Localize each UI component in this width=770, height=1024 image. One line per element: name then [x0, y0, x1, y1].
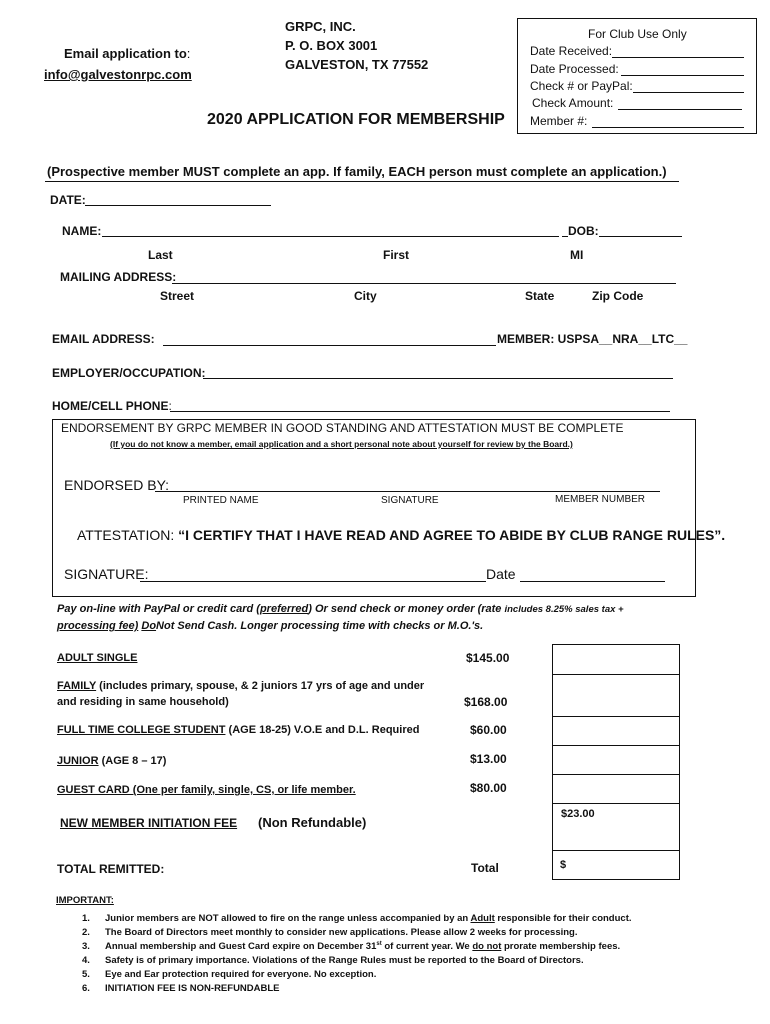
check-paypal-label: Check # or PayPal: — [530, 79, 633, 93]
date-processed-line[interactable] — [621, 75, 744, 76]
zip-caption: Zip Code — [592, 289, 644, 303]
fee-adult-single: ADULT SINGLE — [57, 652, 138, 664]
important-item-1: Junior members are NOT allowed to fire on the range unless accompanied by an Adult responsible for their conduct. — [105, 913, 632, 924]
box-total-value: $ — [560, 859, 567, 871]
state-caption: State — [525, 289, 555, 303]
important-item-4: Safety is of primary importance. Violations of the Range Rules must be reported to the Board of Directors. — [105, 955, 584, 966]
initiation-nonrefundable: (Non Refundable) — [258, 815, 367, 830]
page-title: 2020 APPLICATION FOR MEMBERSHIP — [207, 111, 505, 128]
employer-line[interactable] — [203, 378, 673, 379]
dob-line[interactable] — [599, 236, 682, 237]
first-caption: First — [383, 248, 410, 262]
endorsed-by-line[interactable] — [155, 491, 660, 492]
important-item-2-num: 2. — [82, 927, 90, 938]
signature-line[interactable] — [140, 581, 486, 582]
mi-caption: MI — [570, 248, 584, 262]
sign-date-line[interactable] — [520, 581, 665, 582]
date-received-line[interactable] — [612, 57, 744, 58]
sign-date-label: Date — [486, 566, 516, 582]
fee-family: FAMILY (includes primary, spouse, & 2 juniors 17 yrs of age and under — [57, 680, 425, 692]
member-no-line[interactable] — [592, 127, 744, 128]
important-item-1-num: 1. — [82, 913, 90, 924]
important-item-2: The Board of Directors meet monthly to consider new applications. Please allow 2 weeks for processing. — [105, 927, 578, 938]
fee-college: FULL TIME COLLEGE STUDENT (AGE 18-25) V.O.E and D.L. Required — [57, 724, 420, 736]
signature-label: SIGNATURE: — [64, 566, 149, 582]
important-heading: IMPORTANT: — [56, 895, 114, 906]
member-no-label: Member #: — [530, 114, 588, 128]
name-label: NAME: — [62, 224, 102, 238]
email-link[interactable]: info@galvestonrpc.com — [44, 67, 192, 82]
important-item-3: Annual membership and Guest Card expire on December 31st of current year. We do not prorate membership fees. — [105, 941, 621, 953]
date-received-label: Date Received: — [530, 44, 613, 58]
important-item-5: Eye and Ear protection required for everyone. No exception. — [105, 969, 377, 980]
club-use-box — [517, 18, 757, 134]
notice-underline — [45, 181, 679, 182]
check-amount-label: Check Amount: — [532, 96, 614, 110]
check-amount-line[interactable] — [618, 109, 742, 110]
important-item-6: INITIATION FEE IS NON-REFUNDABLE — [105, 983, 280, 994]
fee-guest: GUEST CARD (One per family, single, CS, or life member. — [57, 784, 356, 796]
signature-caption: SIGNATURE — [381, 495, 439, 506]
important-item-6-num: 6. — [82, 983, 90, 994]
date-processed-label: Date Processed: — [530, 62, 619, 76]
notice-text: (Prospective member MUST complete an app. If family, EACH person must complete an application.) — [47, 164, 667, 179]
email-address-line[interactable] — [163, 345, 496, 346]
last-caption: Last — [148, 248, 173, 262]
phone-line[interactable] — [170, 411, 670, 412]
important-item-5-num: 5. — [82, 969, 90, 980]
dob-label: DOB: — [568, 224, 599, 238]
email-label: Email application to: — [64, 46, 191, 61]
endorsement-note: (If you do not know a member, email application and a short personal note about yourself for review by the Board.) — [110, 439, 573, 449]
org-city: GALVESTON, TX 77552 — [285, 57, 429, 72]
dob-lead-line — [562, 236, 568, 237]
box-college[interactable] — [552, 716, 680, 746]
box-total[interactable] — [552, 850, 680, 880]
mailing-line[interactable] — [172, 283, 676, 284]
fee-adult-single-price: $145.00 — [466, 651, 510, 665]
endorsement-heading: ENDORSEMENT BY GRPC MEMBER IN GOOD STANDING AND ATTESTATION MUST BE COMPLETE — [61, 421, 624, 435]
fee-junior-price: $13.00 — [470, 752, 507, 766]
mailing-label: MAILING ADDRESS: — [60, 270, 177, 284]
box-adult-single[interactable] — [552, 644, 680, 675]
total-remitted-label: TOTAL REMITTED: — [57, 862, 165, 876]
printed-name-caption: PRINTED NAME — [183, 495, 259, 506]
po-box: P. O. BOX 3001 — [285, 38, 378, 53]
member-orgs[interactable]: MEMBER: USPSA__NRA__LTC__ — [497, 332, 688, 346]
box-guest[interactable] — [552, 774, 680, 804]
org-name: GRPC, INC. — [285, 19, 356, 34]
endorsement-box — [52, 419, 726, 597]
payment-note-line1: Pay on-line with PayPal or credit card (preferred) Or send check or money order (rate includes 8.25% sales tax + — [57, 603, 624, 615]
box-initiation-value: $23.00 — [561, 808, 595, 820]
fee-family-detail: and residing in same household) — [57, 696, 229, 708]
email-address-label: EMAIL ADDRESS: — [52, 332, 155, 346]
box-family[interactable] — [552, 673, 680, 717]
fee-family-price: $168.00 — [464, 695, 508, 709]
name-line[interactable] — [102, 236, 559, 237]
fee-guest-price: $80.00 — [470, 781, 507, 795]
date-line[interactable] — [85, 205, 271, 206]
endorsed-by-label: ENDORSED BY: — [64, 477, 170, 493]
club-use-heading: For Club Use Only — [588, 27, 687, 41]
important-item-4-num: 4. — [82, 955, 90, 966]
total-word: Total — [471, 861, 499, 875]
box-junior[interactable] — [552, 745, 680, 775]
box-initiation — [552, 803, 680, 851]
employer-label: EMPLOYER/OCCUPATION: — [52, 366, 206, 380]
street-caption: Street — [160, 289, 195, 303]
phone-label: HOME/CELL PHONE: — [52, 399, 172, 413]
initiation-fee: NEW MEMBER INITIATION FEE — [60, 816, 238, 830]
fee-junior: JUNIOR (AGE 8 – 17) — [57, 755, 167, 767]
date-label: DATE: — [50, 193, 86, 207]
city-caption: City — [354, 289, 377, 303]
fee-college-price: $60.00 — [470, 723, 507, 737]
important-item-3-num: 3. — [82, 941, 90, 952]
member-number-caption: MEMBER NUMBER — [555, 494, 646, 505]
check-paypal-line[interactable] — [633, 92, 744, 93]
payment-note-line2: processing fee) DoNot Send Cash. Longer processing time with checks or M.O.'s. — [57, 620, 484, 632]
attestation: ATTESTATION: “I CERTIFY THAT I HAVE READ AND AGREE TO ABIDE BY CLUB RANGE RULES”. — [77, 527, 726, 543]
